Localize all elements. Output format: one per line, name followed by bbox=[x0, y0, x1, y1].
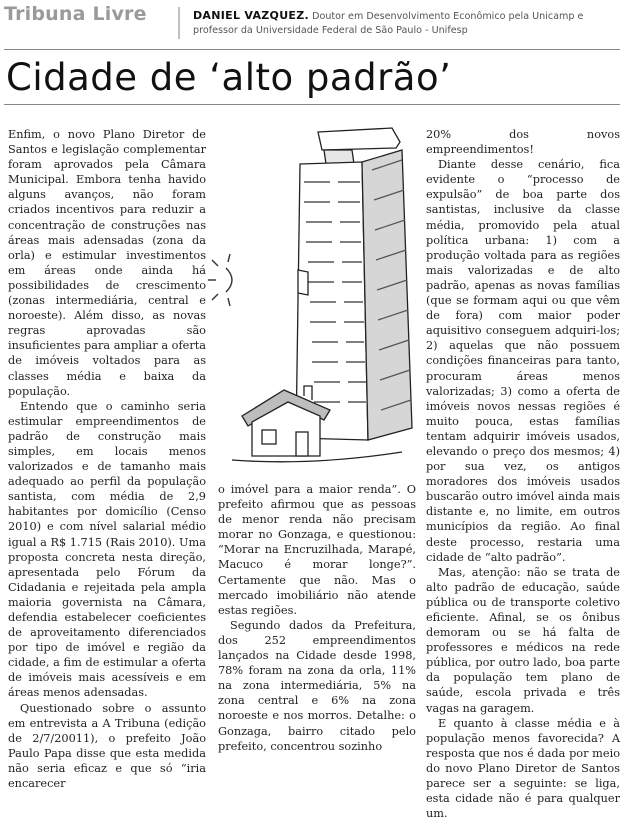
headline: Cidade de ‘alto padrão’ bbox=[6, 56, 452, 99]
paragraph: Mas, atenção: não se trata de alto padrão de educação, saúde pública ou de transporte coletivo eficiente. Afinal, se os ônibus demoram ou se há falta de professores e médicos na rede pública, por outro lado, boa parte da população tem plano de saúde, escola privada e três vagas na garagem. bbox=[426, 565, 620, 715]
paragraph: o imóvel para a maior renda”. O prefeito afirmou que as pessoas de menor renda não precisam morar no Gonzaga, e questionou: “Morar na Encruzilhada, Marapé, Macuco é morar longe?”. Certamente que não. Mas o mercado imobiliário não atende estas regiões. bbox=[218, 483, 416, 617]
column-3 bbox=[426, 127, 620, 821]
column-1 bbox=[8, 127, 207, 791]
paragraph: Questionado sobre o assunto em entrevista a A Tribuna (edição de 2/7/20011), o prefeito João Paulo Papa disse que esta medida não seria eficaz e que só “iria encarecer bbox=[8, 701, 206, 791]
top-rule bbox=[4, 49, 620, 50]
sun-icon bbox=[208, 254, 232, 306]
section-title: Tribuna Livre bbox=[4, 3, 147, 25]
article-header bbox=[0, 0, 624, 44]
header-separator bbox=[178, 7, 180, 39]
author-name: DANIEL VAZQUEZ. bbox=[193, 9, 310, 22]
paragraph: Entendo que o caminho seria estimular empreendimentos de padrão de construção mais simples, em locais menos valorizados e de tamanho mais adequado ao perfil da população santista, com média de 2,9 habitantes por domicílio (Censo 2010) e com nível salarial médio igual a R$ 1.715 (Rais 2010). Uma proposta concreta nesta direção, apresentada pelo Fórum da Cidadania e rejeitada pela ampla maioria governista na Câmara, defendia estabelecer coeficientes de aproveitamento diferenciados por tipo de imóvel e região da cidade, a fim de estimular a oferta de imóveis mais acessíveis e em áreas menos adensadas. bbox=[8, 399, 206, 700]
paragraph: Segundo dados da Prefeitura, dos 252 empreendimentos lançados na Cidade desde 1998, 78% foram na zona da orla, 11% na zona intermediária, 5% na zona central e 6% na zona noroeste e nos morros. Detalhe: o Gonzaga, bairro citado pelo prefeito, concentrou sozinho bbox=[218, 618, 416, 753]
author-bio: Doutor em Desenvolvimento Econômico pela Unicamp e professor da Universidade Federal de São Paulo - Unifesp bbox=[193, 11, 584, 36]
paragraph: 20% dos novos empreendimentos! bbox=[426, 128, 620, 157]
paragraph: E quanto à classe média e à população menos favorecida? A resposta que nos é dada por meio do novo Plano Diretor de Santos parece ser a seguinte: se liga, esta cidade não é para qualquer um. bbox=[426, 716, 620, 821]
tower-drawing bbox=[296, 128, 412, 440]
building-illustration bbox=[212, 120, 422, 475]
author-credit bbox=[193, 9, 618, 38]
column-2 bbox=[218, 482, 416, 753]
headline-rule bbox=[4, 104, 620, 105]
paragraph: Diante desse cenário, fica evidente o “processo de expulsão” de boa parte dos santistas, inclusive da classe média, promovido pela atual política urbana: 1) com a produção voltada para as regiões mais valorizadas e de alto padrão, apenas as novas famílias (que se formam aqui ou que vêm de fora) com maior poder aquisitivo conseguem adquiri-los; 2) aquelas que não possuem condições financeiras para tanto, procuram áreas menos valorizadas; 3) como a oferta de imóveis novos nessas regiões é muito pouca, estas famílias tentam adquirir imóveis usados, elevando o preço dos mesmos; 4) por sua vez, os antigos moradores dos imóveis usados buscarão outro imóvel ainda mais distante e, no limite, em outros municípios da região. Ao final deste processo, restaria uma cidade de “alto padrão”. bbox=[426, 158, 620, 564]
paragraph: Enfim, o novo Plano Diretor de Santos e legislação complementar foram aprovados pela Câmara Municipal. Embora tenha havido alguns avanços, não foram criados incentivos para reduzir a concentração de construções nas áreas mais adensadas (zona da orla) e estimular investimentos em áreas onde ainda há possibilidades de crescimento (zonas intermediária, central e noroeste). Além disso, as novas regras aprovadas são insuficientes para ampliar a oferta de imóveis voltados para as classes média e baixa da população. bbox=[8, 128, 207, 398]
